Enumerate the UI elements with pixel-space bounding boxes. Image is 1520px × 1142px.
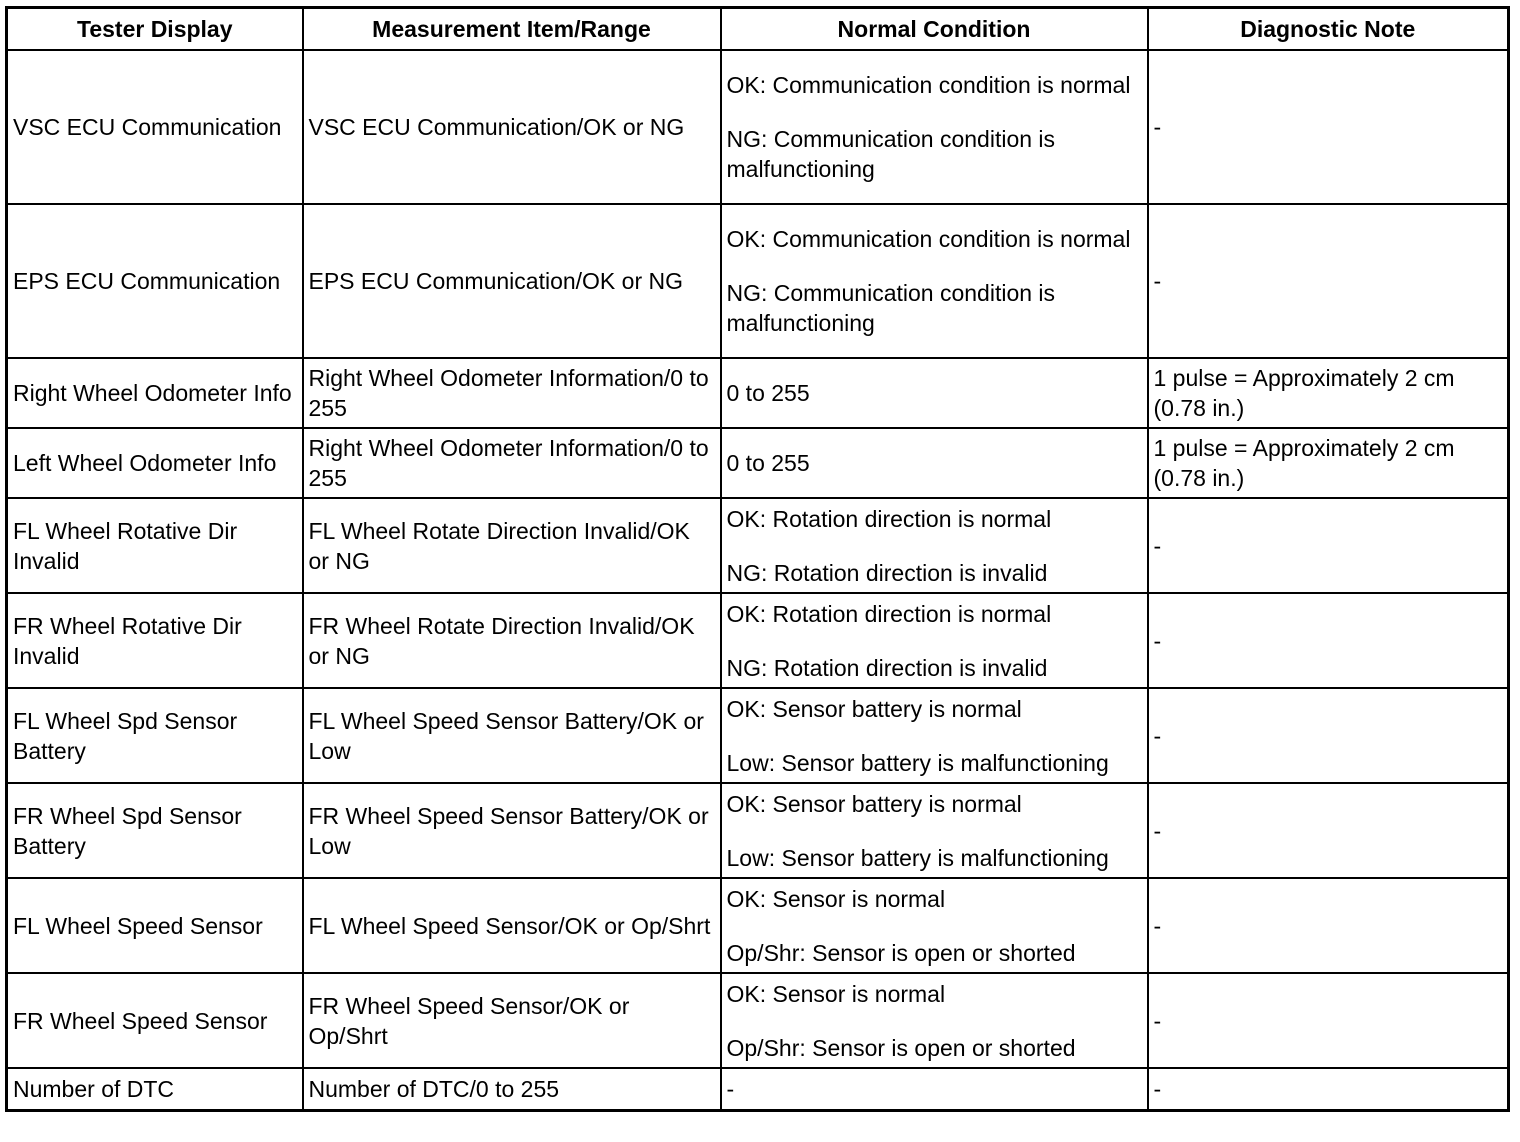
normal-condition-cell xyxy=(721,50,1148,204)
normal-condition-line: Op/Shr: Sensor is open or shorted xyxy=(726,1034,1076,1061)
normal-condition-line: OK: Sensor battery is normal xyxy=(726,790,1022,817)
header-diagnostic-note: Diagnostic Note xyxy=(1148,8,1509,51)
normal-condition-line: OK: Communication condition is normal xyxy=(726,226,1131,252)
tester-display-cell: FR Wheel Speed Sensor xyxy=(7,973,303,1068)
normal-condition-line: OK: Communication condition is normal xyxy=(726,72,1131,98)
normal-condition-line: NG: Rotation direction is invalid xyxy=(726,654,1048,681)
normal-condition-line: OK: Rotation direction is normal xyxy=(726,505,1052,532)
diagnostic-note-cell: - xyxy=(1148,204,1509,358)
normal-condition-cell xyxy=(721,1068,1148,1111)
diagnostic-note-cell: - xyxy=(1148,688,1509,783)
normal-condition-line: Op/Shr: Sensor is open or shorted xyxy=(726,939,1076,966)
tester-display-cell: FR Wheel Spd Sensor Battery xyxy=(7,783,303,878)
tester-display-cell: FL Wheel Speed Sensor xyxy=(7,878,303,973)
tester-display-cell: Left Wheel Odometer Info xyxy=(7,428,303,498)
table-row xyxy=(7,593,1509,688)
normal-condition-line: NG: Communication condition is malfunctioning xyxy=(726,126,1056,182)
measurement-item-cell: FL Wheel Rotate Direction Invalid/OK or NG xyxy=(303,498,721,593)
normal-condition-line: 0 to 255 xyxy=(726,450,810,476)
tester-display-cell: EPS ECU Communication xyxy=(7,204,303,358)
measurement-item-cell: FR Wheel Rotate Direction Invalid/OK or NG xyxy=(303,593,721,688)
measurement-item-cell: VSC ECU Communication/OK or NG xyxy=(303,50,721,204)
normal-condition-cell xyxy=(721,358,1148,428)
normal-condition-cell xyxy=(721,688,1148,783)
normal-condition-line: 0 to 255 xyxy=(726,380,810,406)
diagnostic-note-cell: - xyxy=(1148,50,1509,204)
table-header xyxy=(7,8,1509,51)
header-measurement-item: Measurement Item/Range xyxy=(303,8,721,51)
table-row xyxy=(7,358,1509,428)
table-row xyxy=(7,50,1509,204)
normal-condition-cell xyxy=(721,428,1148,498)
header-row xyxy=(7,8,1509,51)
table-row xyxy=(7,428,1509,498)
normal-condition-cell xyxy=(721,878,1148,973)
tester-display-cell: Right Wheel Odometer Info xyxy=(7,358,303,428)
table-row xyxy=(7,973,1509,1068)
diagnostic-note-cell: - xyxy=(1148,498,1509,593)
tester-display-cell: FL Wheel Spd Sensor Battery xyxy=(7,688,303,783)
tester-display-cell: Number of DTC xyxy=(7,1068,303,1111)
tester-display-cell: FL Wheel Rotative Dir Invalid xyxy=(7,498,303,593)
tester-display-cell: FR Wheel Rotative Dir Invalid xyxy=(7,593,303,688)
header-normal-condition: Normal Condition xyxy=(721,8,1148,51)
normal-condition-line: - xyxy=(726,1076,735,1102)
table-row xyxy=(7,204,1509,358)
diagnostic-note-cell: - xyxy=(1148,593,1509,688)
normal-condition-line: OK: Sensor is normal xyxy=(726,980,946,1007)
normal-condition-line: NG: Rotation direction is invalid xyxy=(726,559,1048,586)
measurement-item-cell: FL Wheel Speed Sensor/OK or Op/Shrt xyxy=(303,878,721,973)
table-row xyxy=(7,878,1509,973)
diagnostic-note-cell: 1 pulse = Approximately 2 cm (0.78 in.) xyxy=(1148,428,1509,498)
table-body xyxy=(7,50,1509,1111)
normal-condition-line: Low: Sensor battery is malfunctioning xyxy=(726,749,1109,776)
header-tester-display: Tester Display xyxy=(7,8,303,51)
normal-condition-cell xyxy=(721,783,1148,878)
normal-condition-line: NG: Communication condition is malfunctioning xyxy=(726,280,1056,336)
data-list-table xyxy=(5,6,1510,1112)
diagnostic-note-cell: - xyxy=(1148,973,1509,1068)
normal-condition-line: OK: Sensor battery is normal xyxy=(726,695,1022,722)
normal-condition-line: OK: Rotation direction is normal xyxy=(726,600,1052,627)
normal-condition-cell xyxy=(721,973,1148,1068)
normal-condition-cell xyxy=(721,593,1148,688)
measurement-item-cell: Right Wheel Odometer Information/0 to 255 xyxy=(303,358,721,428)
diagnostic-note-cell: - xyxy=(1148,783,1509,878)
tester-display-cell: VSC ECU Communication xyxy=(7,50,303,204)
diagnostic-note-cell: - xyxy=(1148,878,1509,973)
table-row xyxy=(7,783,1509,878)
measurement-item-cell: FR Wheel Speed Sensor Battery/OK or Low xyxy=(303,783,721,878)
table-row xyxy=(7,688,1509,783)
measurement-item-cell: FL Wheel Speed Sensor Battery/OK or Low xyxy=(303,688,721,783)
measurement-item-cell: Right Wheel Odometer Information/0 to 255 xyxy=(303,428,721,498)
table-row xyxy=(7,498,1509,593)
measurement-item-cell: Number of DTC/0 to 255 xyxy=(303,1068,721,1111)
table-row xyxy=(7,1068,1509,1111)
normal-condition-cell xyxy=(721,498,1148,593)
diagnostic-note-cell: - xyxy=(1148,1068,1509,1111)
measurement-item-cell: EPS ECU Communication/OK or NG xyxy=(303,204,721,358)
diagnostic-note-cell: 1 pulse = Approximately 2 cm (0.78 in.) xyxy=(1148,358,1509,428)
normal-condition-line: OK: Sensor is normal xyxy=(726,885,946,912)
measurement-item-cell: FR Wheel Speed Sensor/OK or Op/Shrt xyxy=(303,973,721,1068)
normal-condition-cell xyxy=(721,204,1148,358)
normal-condition-line: Low: Sensor battery is malfunctioning xyxy=(726,844,1109,871)
